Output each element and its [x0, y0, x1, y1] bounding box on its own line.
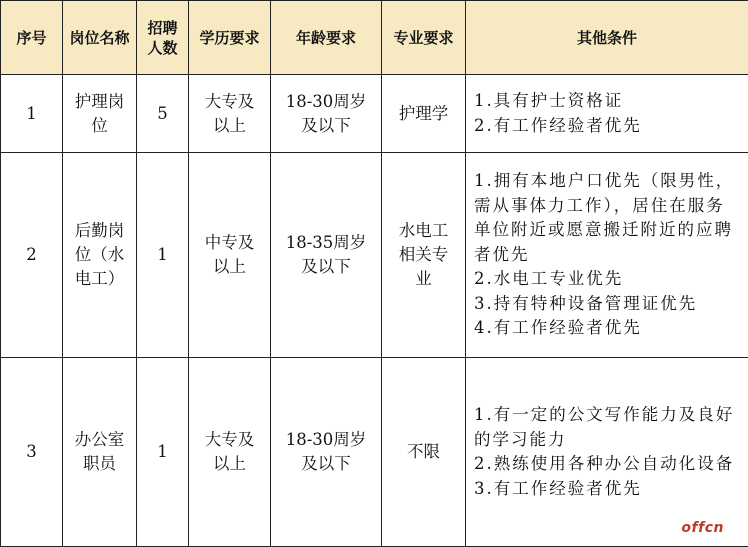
condition-item: 4.有工作经验者优先	[474, 316, 742, 341]
cell-age: 18-35周岁 及以下	[271, 153, 382, 358]
header-age: 年龄要求	[271, 1, 382, 75]
cell-conditions	[466, 75, 748, 153]
cell-position: 后勤岗 位（水 电工）	[63, 153, 137, 358]
offcn-watermark: offcn	[681, 520, 724, 536]
cell-education: 中专及 以上	[189, 153, 271, 358]
cell-position: 护理岗 位	[63, 75, 137, 153]
condition-item: 2.熟练使用各种办公自动化设备	[474, 452, 742, 477]
cell-major: 不限	[382, 358, 466, 547]
cell-count: 1	[137, 153, 189, 358]
table-row	[1, 75, 748, 153]
header-position: 岗位名称	[63, 1, 137, 75]
cell-major: 护理学	[382, 75, 466, 153]
header-recruit-count: 招聘 人数	[137, 1, 189, 75]
condition-item: 2.水电工专业优先	[474, 267, 742, 292]
header-education: 学历要求	[189, 1, 271, 75]
header-other-conditions: 其他条件	[466, 1, 748, 75]
table-row	[1, 358, 748, 547]
cell-seq: 2	[1, 153, 63, 358]
cell-age: 18-30周岁 及以下	[271, 75, 382, 153]
condition-item: 1.有一定的公文写作能力及良好的学习能力	[474, 403, 742, 452]
cell-conditions	[466, 358, 748, 547]
condition-item: 3.持有特种设备管理证优先	[474, 292, 742, 317]
cell-age: 18-30周岁 及以下	[271, 358, 382, 547]
header-major: 专业要求	[382, 1, 466, 75]
cell-count: 1	[137, 358, 189, 547]
cell-seq: 1	[1, 75, 63, 153]
condition-item: 3.有工作经验者优先	[474, 477, 742, 502]
header-seq: 序号	[1, 1, 63, 75]
condition-item: 1.拥有本地户口优先（限男性，需从事体力工作），居住在服务单位附近或愿意搬迁附近的应聘者优先	[474, 169, 742, 267]
cell-count: 5	[137, 75, 189, 153]
condition-item: 1.具有护士资格证	[474, 89, 742, 114]
condition-item: 2.有工作经验者优先	[474, 114, 742, 139]
cell-education: 大专及 以上	[189, 358, 271, 547]
table-row	[1, 153, 748, 358]
cell-seq: 3	[1, 358, 63, 547]
cell-major: 水电工 相关专 业	[382, 153, 466, 358]
header-row	[1, 1, 748, 75]
cell-education: 大专及 以上	[189, 75, 271, 153]
cell-position: 办公室 职员	[63, 358, 137, 547]
cell-conditions	[466, 153, 748, 358]
